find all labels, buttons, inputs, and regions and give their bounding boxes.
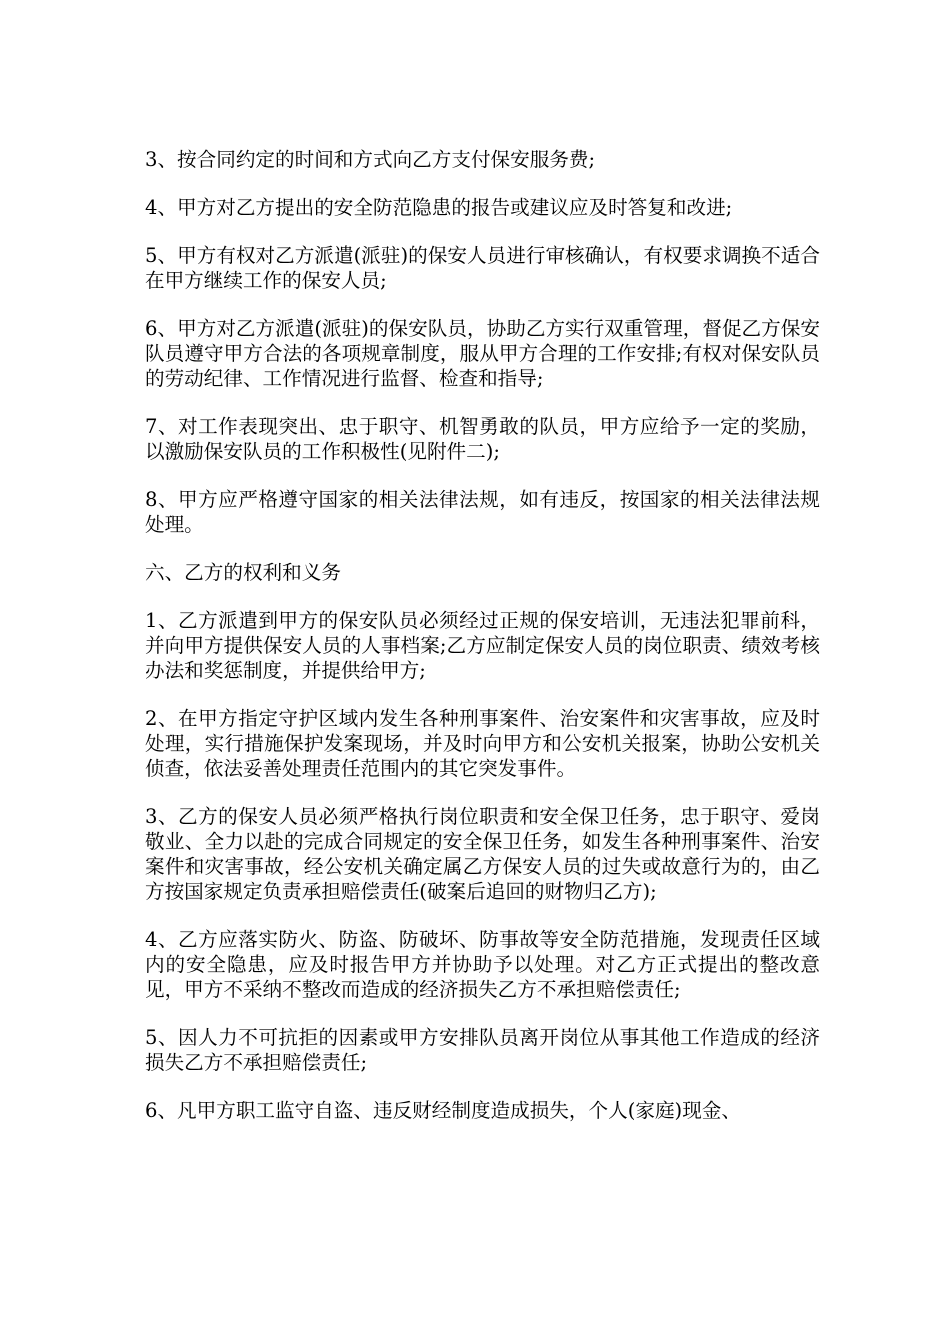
paragraph-b-clause-1: 1、乙方派遣到甲方的保安队员必须经过正规的保安培训，无违法犯罪前科，并向甲方提供保安人员的人事档案;乙方应制定保安人员的岗位职责、绩效考核办法和奖惩制度，并提供给甲方; [145,609,820,682]
paragraph-b-clause-2: 2、在甲方指定守护区域内发生各种刑事案件、治安案件和灾害事故，应及时处理，实行措施保护发案现场，并及时向甲方和公安机关报案，协助公安机关侦查，依法妥善处理责任范围内的其它突发事件。 [145,707,820,780]
paragraph-clause-3: 3、按合同约定的时间和方式向乙方支付保安服务费; [145,148,596,171]
document-body [145,147,820,1123]
paragraph-clause-7: 7、对工作表现突出、忠于职守、机智勇敢的队员，甲方应给予一定的奖励，以激励保安队员的工作积极性(见附件二); [145,415,820,463]
paragraph-b-clause-6: 6、凡甲方职工监守自盗、违反财经制度造成损失，个人(家庭)现金、 [145,1099,741,1122]
paragraph-clause-5: 5、甲方有权对乙方派遣(派驻)的保安人员进行审核确认，有权要求调换不适合在甲方继续工作的保安人员; [145,244,820,292]
paragraph-b-clause-4: 4、乙方应落实防火、防盗、防破坏、防事故等安全防范措施，发现责任区域内的安全隐患，应及时报告甲方并协助予以处理。对乙方正式提出的整改意见，甲方不采纳不整改而造成的经济损失乙方不承担赔偿责任; [145,928,820,1001]
paragraph-clause-8: 8、甲方应严格遵守国家的相关法律法规，如有违反，按国家的相关法律法规处理。 [145,488,820,536]
paragraph-b-clause-3: 3、乙方的保安人员必须严格执行岗位职责和安全保卫任务，忠于职守、爱岗敬业、全力以赴的完成合同规定的安全保卫任务，如发生各种刑事案件、治安案件和灾害事故，经公安机关确定属乙方保安人员的过失或故意行为的，由乙方按国家规定负责承担赔偿责任(破案后追回的财物归乙方); [145,805,820,903]
section-heading-party-b-rights: 六、乙方的权利和义务 [145,561,341,584]
paragraph-b-clause-5: 5、因人力不可抗拒的因素或甲方安排队员离开岗位从事其他工作造成的经济损失乙方不承担赔偿责任; [145,1026,820,1074]
paragraph-clause-4: 4、甲方对乙方提出的安全防范隐患的报告或建议应及时答复和改进; [145,196,733,219]
paragraph-clause-6: 6、甲方对乙方派遣(派驻)的保安队员，协助乙方实行双重管理，督促乙方保安队员遵守甲方合法的各项规章制度，服从甲方合理的工作安排;有权对保安队员的劳动纪律、工作情况进行监督、检查和指导; [145,317,820,390]
